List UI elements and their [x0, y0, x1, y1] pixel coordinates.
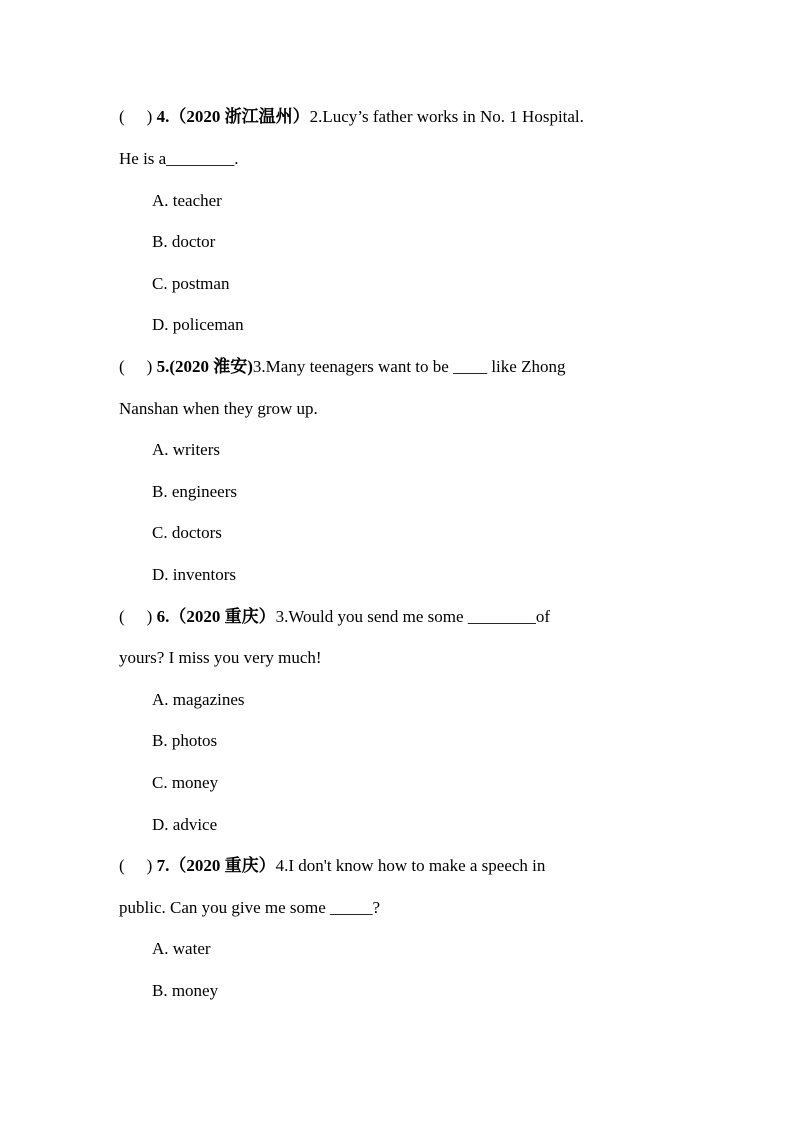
- question-4-line-2: He is a________.: [119, 149, 239, 168]
- option: B. doctor: [152, 232, 216, 251]
- answer-paren-close: ): [146, 856, 153, 875]
- question-stem: 3.Many teenagers want to be ____ like Zhong: [252, 357, 566, 376]
- answer-paren-open: (: [119, 607, 125, 626]
- option: D. policeman: [152, 315, 244, 334]
- question-source: （2020 浙江温州）: [169, 107, 310, 126]
- question-7-line-2: public. Can you give me some _____?: [119, 898, 381, 917]
- question-stem: 4.I don't know how to make a speech in: [275, 856, 546, 875]
- question-6-line-1: [119, 607, 550, 627]
- question-number: 6.: [156, 607, 170, 626]
- answer-paren-close: ): [146, 607, 153, 626]
- question-stem: 3.Would you send me some ________of: [275, 607, 550, 626]
- answer-paren-open: (: [119, 107, 125, 126]
- question-number: 7.: [156, 856, 170, 875]
- question-number: 5.: [156, 357, 170, 376]
- question-source: （2020 重庆）: [169, 856, 276, 875]
- question-number: 4.: [156, 107, 170, 126]
- option: C. money: [152, 773, 219, 792]
- question-source: (2020 淮安): [169, 357, 253, 376]
- option: B. photos: [152, 731, 218, 750]
- option: A. magazines: [152, 690, 245, 709]
- option: C. postman: [152, 274, 230, 293]
- option: C. doctors: [152, 523, 222, 542]
- question-stem: 2.Lucy’s father works in No. 1 Hospital.: [309, 107, 584, 126]
- option: B. engineers: [152, 482, 237, 501]
- answer-paren-close: ): [146, 107, 153, 126]
- question-5-line-1: [119, 357, 565, 377]
- option: D. inventors: [152, 565, 237, 584]
- question-7-line-1: [119, 856, 545, 876]
- answer-paren-close: ): [146, 357, 153, 376]
- question-4-line-1: [119, 107, 584, 127]
- question-5-line-2: Nanshan when they grow up.: [119, 399, 318, 418]
- option: A. teacher: [152, 191, 222, 210]
- question-6-line-2: yours? I miss you very much!: [119, 648, 322, 667]
- option: A. water: [152, 939, 211, 958]
- option: A. writers: [152, 440, 220, 459]
- answer-paren-open: (: [119, 856, 125, 875]
- answer-paren-open: (: [119, 357, 125, 376]
- question-source: （2020 重庆）: [169, 607, 276, 626]
- option: B. money: [152, 981, 219, 1000]
- option: D. advice: [152, 815, 218, 834]
